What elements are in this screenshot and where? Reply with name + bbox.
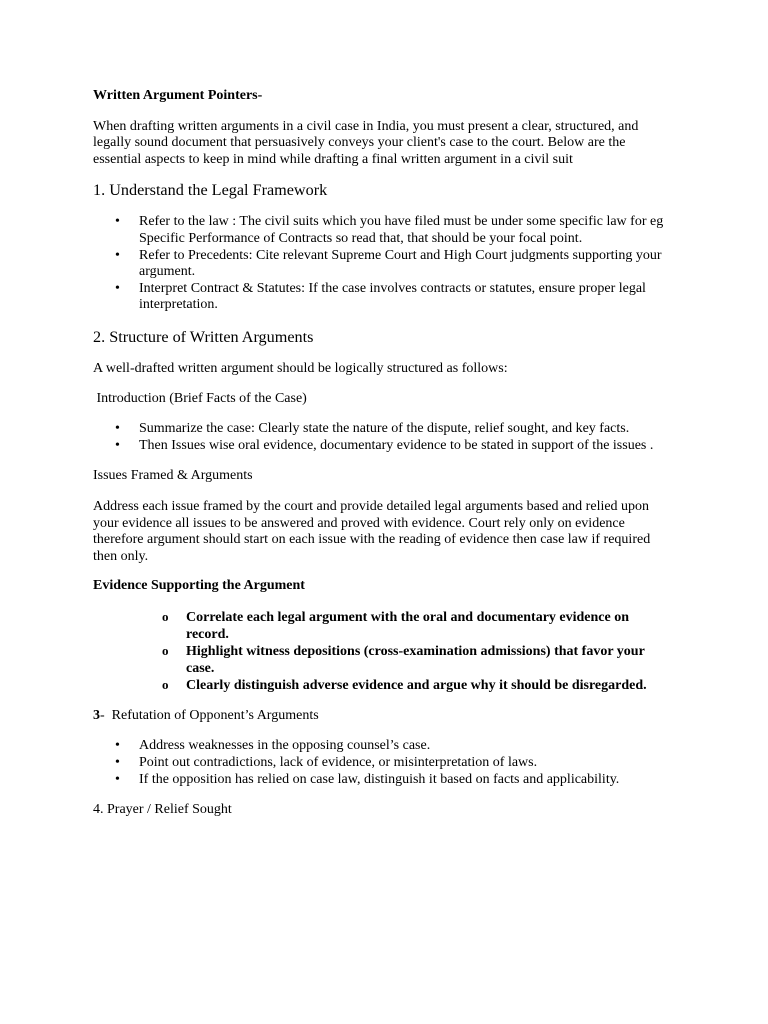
- section-2-heading: 2. Structure of Written Arguments: [93, 327, 314, 346]
- section-1-list: [93, 214, 674, 314]
- section-1-heading: 1. Understand the Legal Framework: [93, 181, 328, 200]
- section-3-list: [93, 738, 674, 788]
- evidence-list: [93, 609, 674, 694]
- list-item: • Address weaknesses in the opposing counsel’s case.: [93, 738, 674, 755]
- list-item: • Point out contradictions, lack of evidence, or misinterpretation of laws.: [93, 755, 674, 772]
- list-item: • Interpret Contract & Statutes: If the case involves contracts or statutes, ensure proper legal interpretation.: [93, 281, 674, 314]
- section-3-number: 3: [93, 707, 100, 723]
- list-item: o Highlight witness depositions (cross-examination admissions) that favor your case.: [93, 643, 674, 677]
- list-item: o Clearly distinguish adverse evidence and argue why it should be disregarded.: [93, 677, 674, 694]
- section-3-heading-text: - Refutation of Opponent’s Arguments: [100, 707, 319, 723]
- list-item: • Then Issues wise oral evidence, documentary evidence to be stated in support of the issues .: [93, 438, 674, 455]
- list-item: • Summarize the case: Clearly state the nature of the dispute, relief sought, and key facts.: [93, 421, 674, 438]
- document-title: Written Argument Pointers-: [93, 88, 263, 103]
- issues-subheading: Issues Framed & Arguments: [93, 468, 253, 484]
- intro-paragraph: When drafting written arguments in a civil case in India, you must present a clear, structured, and legally sound document that persuasively conveys your client's case to the court. Below are the essential aspects to keep in mind while drafting a final written argument in a civil suit: [93, 118, 639, 167]
- list-item: • If the opposition has relied on case law, distinguish it based on facts and applicability.: [93, 772, 674, 789]
- list-item: o Correlate each legal argument with the oral and documentary evidence on record.: [93, 609, 674, 643]
- introduction-list: [93, 421, 674, 454]
- section-3-heading: [93, 708, 674, 725]
- list-item: • Refer to the law : The civil suits which you have filed must be under some specific law for eg Specific Performance of Contracts so read that, that should be your focal point.: [93, 214, 674, 247]
- issues-paragraph: Address each issue framed by the court and provide detailed legal arguments based and relied upon your evidence all issues to be answered and proved with evidence. Court rely only on evidence therefore argument should start on each issue with the reading of evidence then case law if required then only.: [93, 498, 651, 564]
- introduction-subheading: Introduction (Brief Facts of the Case): [93, 390, 307, 406]
- section-4-heading: 4. Prayer / Relief Sought: [93, 802, 232, 818]
- evidence-subheading: Evidence Supporting the Argument: [93, 578, 305, 594]
- section-2-lead: A well-drafted written argument should be logically structured as follows:: [93, 360, 508, 376]
- list-item: • Refer to Precedents: Cite relevant Supreme Court and High Court judgments supporting your argument.: [93, 248, 674, 281]
